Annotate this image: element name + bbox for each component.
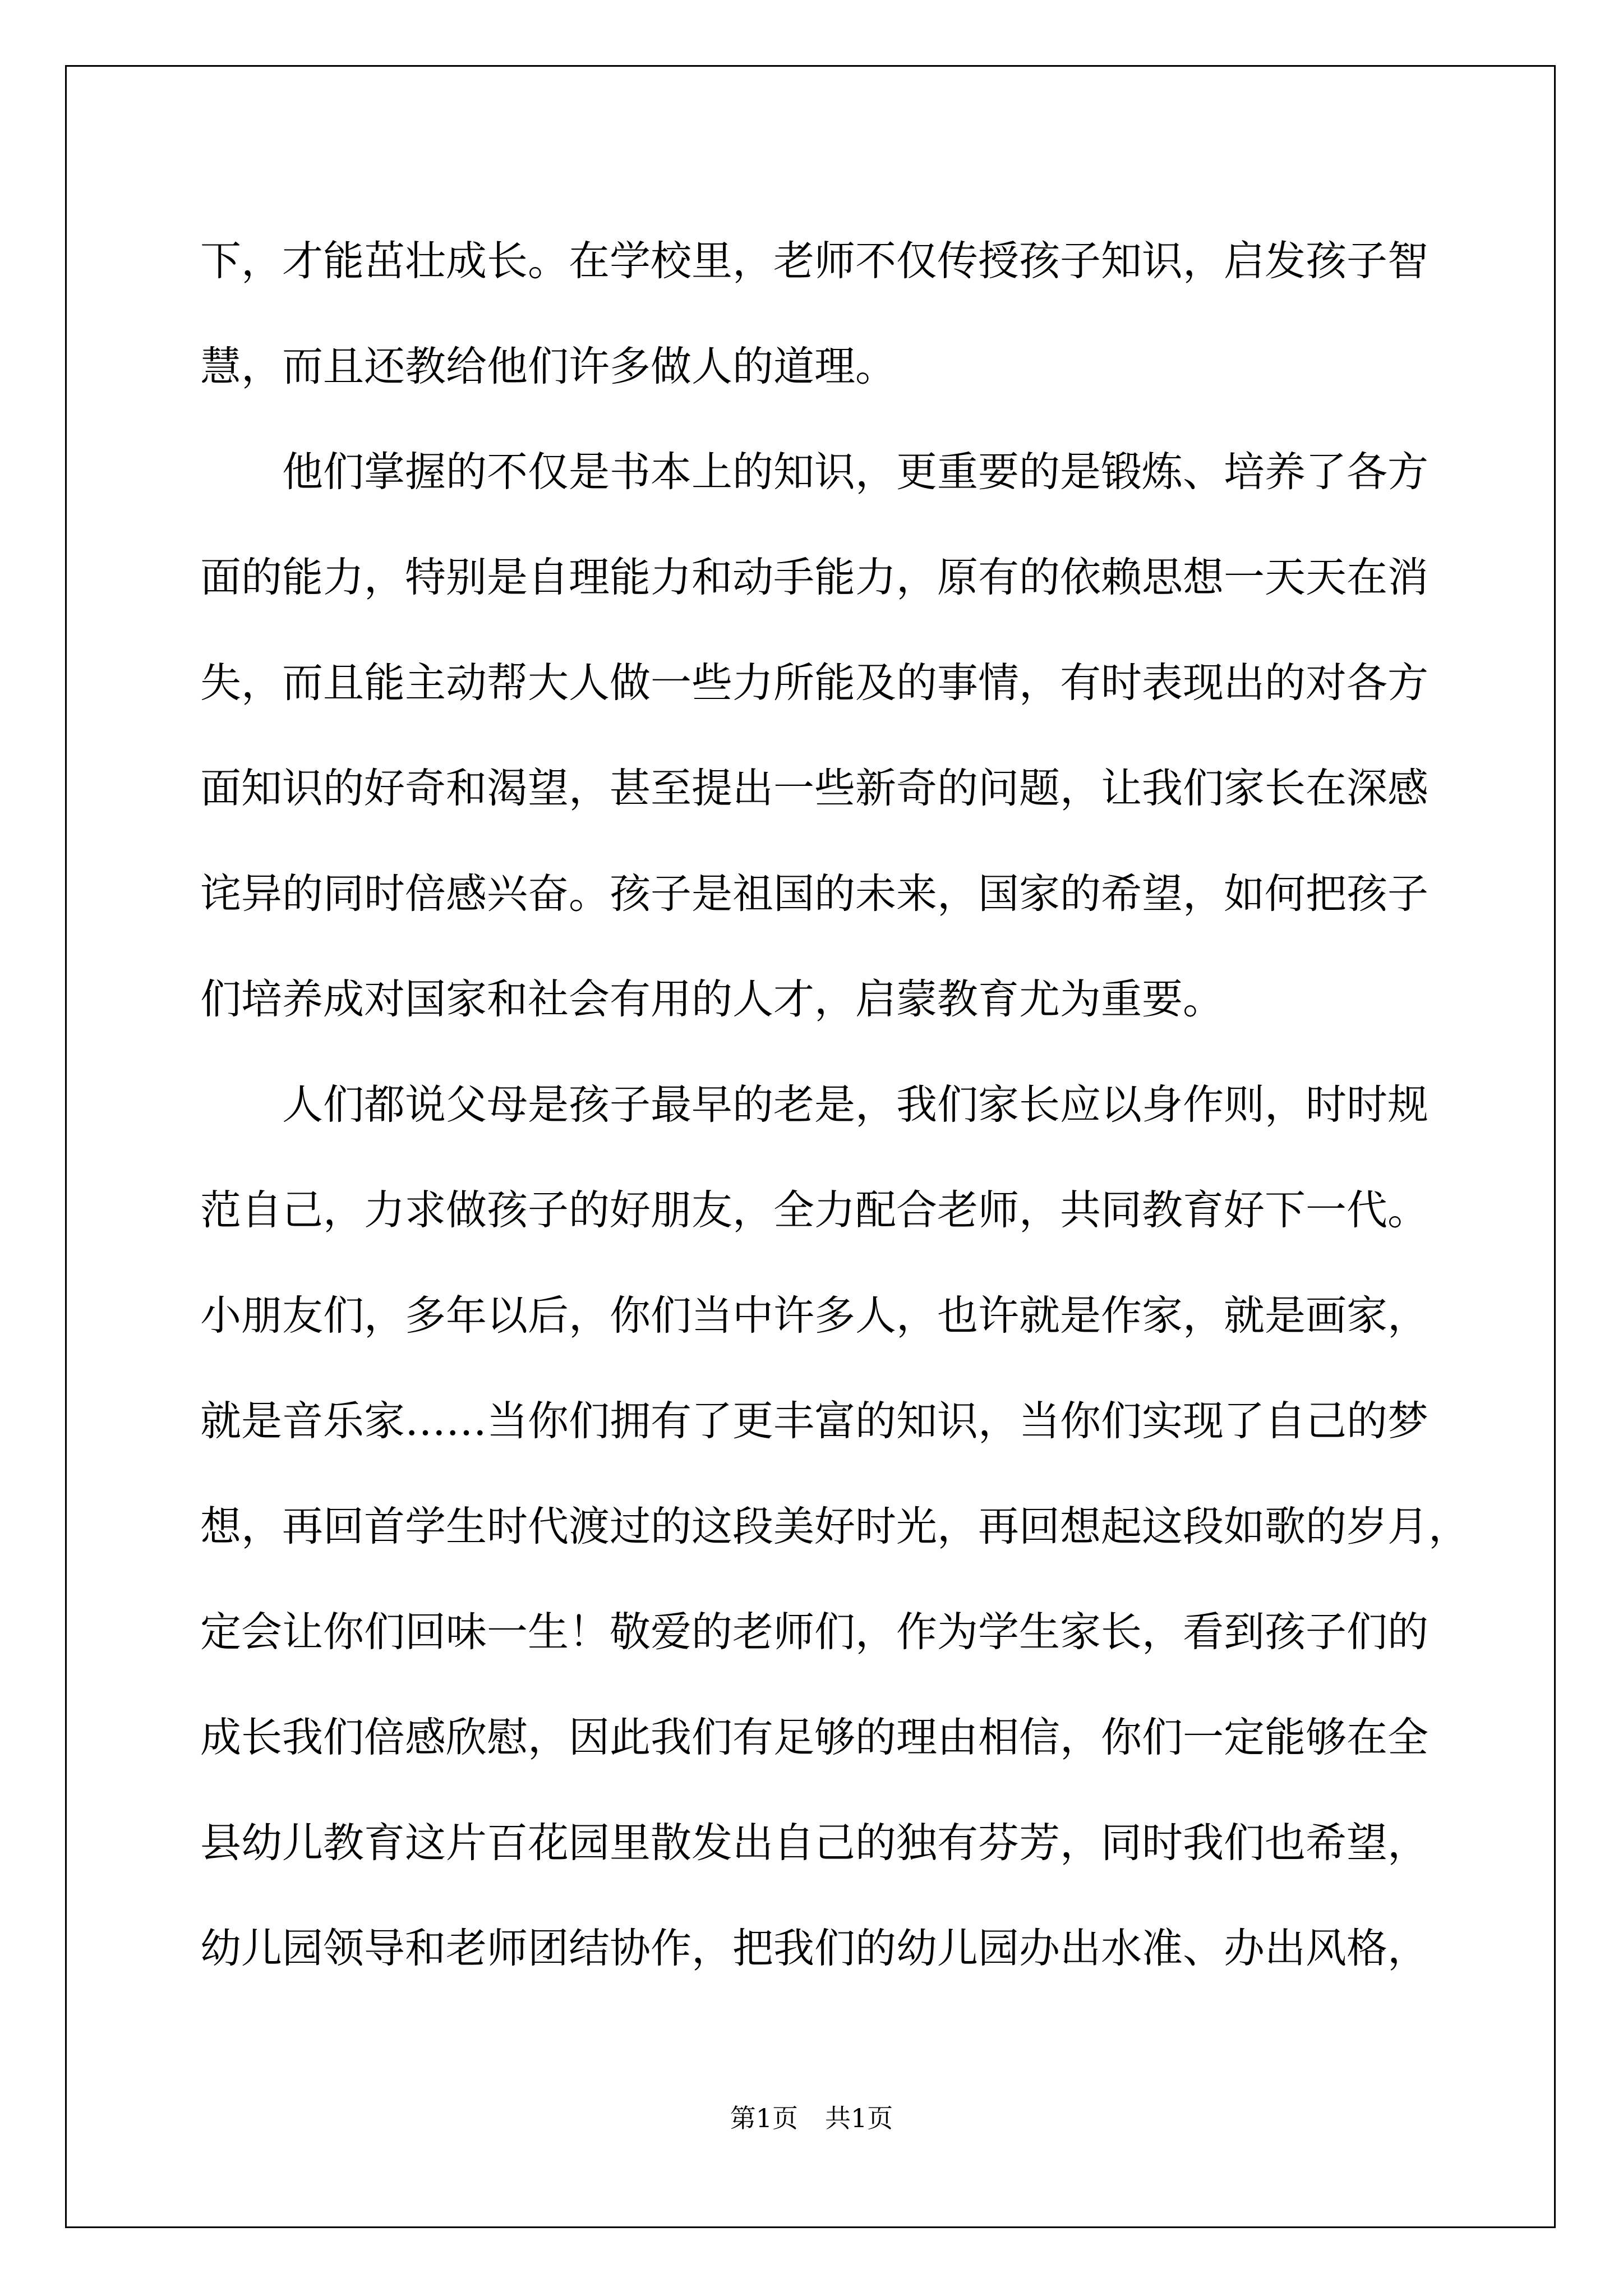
text-line: 失，而且能主动帮大人做一些力所能及的事情，有时表现出的对各方	[200, 659, 1428, 707]
text-line: 成长我们倍感欣慰，因此我们有足够的理由相信，你们一定能够在全	[200, 1714, 1428, 1761]
text-line: 小朋友们，多年以后，你们当中许多人，也许就是作家，就是画家，	[200, 1292, 1428, 1340]
text-line: 他们掌握的不仅是书本上的知识，更重要的是锻炼、培养了各方	[282, 448, 1428, 496]
text-line: 人们都说父母是孩子最早的老是，我们家长应以身作则，时时规	[282, 1081, 1428, 1129]
text-line: 诧异的同时倍感兴奋。孩子是祖国的未来，国家的希望，如何把孩子	[200, 870, 1428, 918]
text-line: 范自己，力求做孩子的好朋友，全力配合老师，共同教育好下一代。	[200, 1186, 1428, 1234]
text-line: 慧，而且还教给他们许多做人的道理。	[200, 343, 896, 390]
text-line: 们培养成对国家和社会有用的人才，启蒙教育尤为重要。	[200, 976, 1224, 1023]
text-line: 幼儿园领导和老师团结协作，把我们的幼儿园办出水准、办出风格，	[200, 1925, 1428, 1972]
page-footer	[0, 2101, 1623, 2135]
document-body	[200, 209, 1469, 2001]
text-line: 就是音乐家……当你们拥有了更丰富的知识，当你们实现了自己的梦	[200, 1397, 1428, 1445]
text-line: 县幼儿教育这片百花园里散发出自己的独有芬芳，同时我们也希望，	[200, 1819, 1428, 1867]
text-line: 想，再回首学生时代渡过的这段美好时光，再回想起这段如歌的岁月，	[200, 1503, 1469, 1550]
text-line: 定会让你们回味一生！敬爱的老师们，作为学生家长，看到孩子们的	[200, 1608, 1428, 1656]
page-total: 共1页	[825, 2103, 893, 2133]
text-line: 面知识的好奇和渴望，甚至提出一些新奇的问题，让我们家长在深感	[200, 765, 1428, 812]
page-number: 第1页	[730, 2103, 798, 2133]
text-line: 下，才能茁壮成长。在学校里，老师不仅传授孩子知识，启发孩子智	[200, 237, 1428, 285]
text-line: 面的能力，特别是自理能力和动手能力，原有的依赖思想一天天在消	[200, 554, 1428, 601]
